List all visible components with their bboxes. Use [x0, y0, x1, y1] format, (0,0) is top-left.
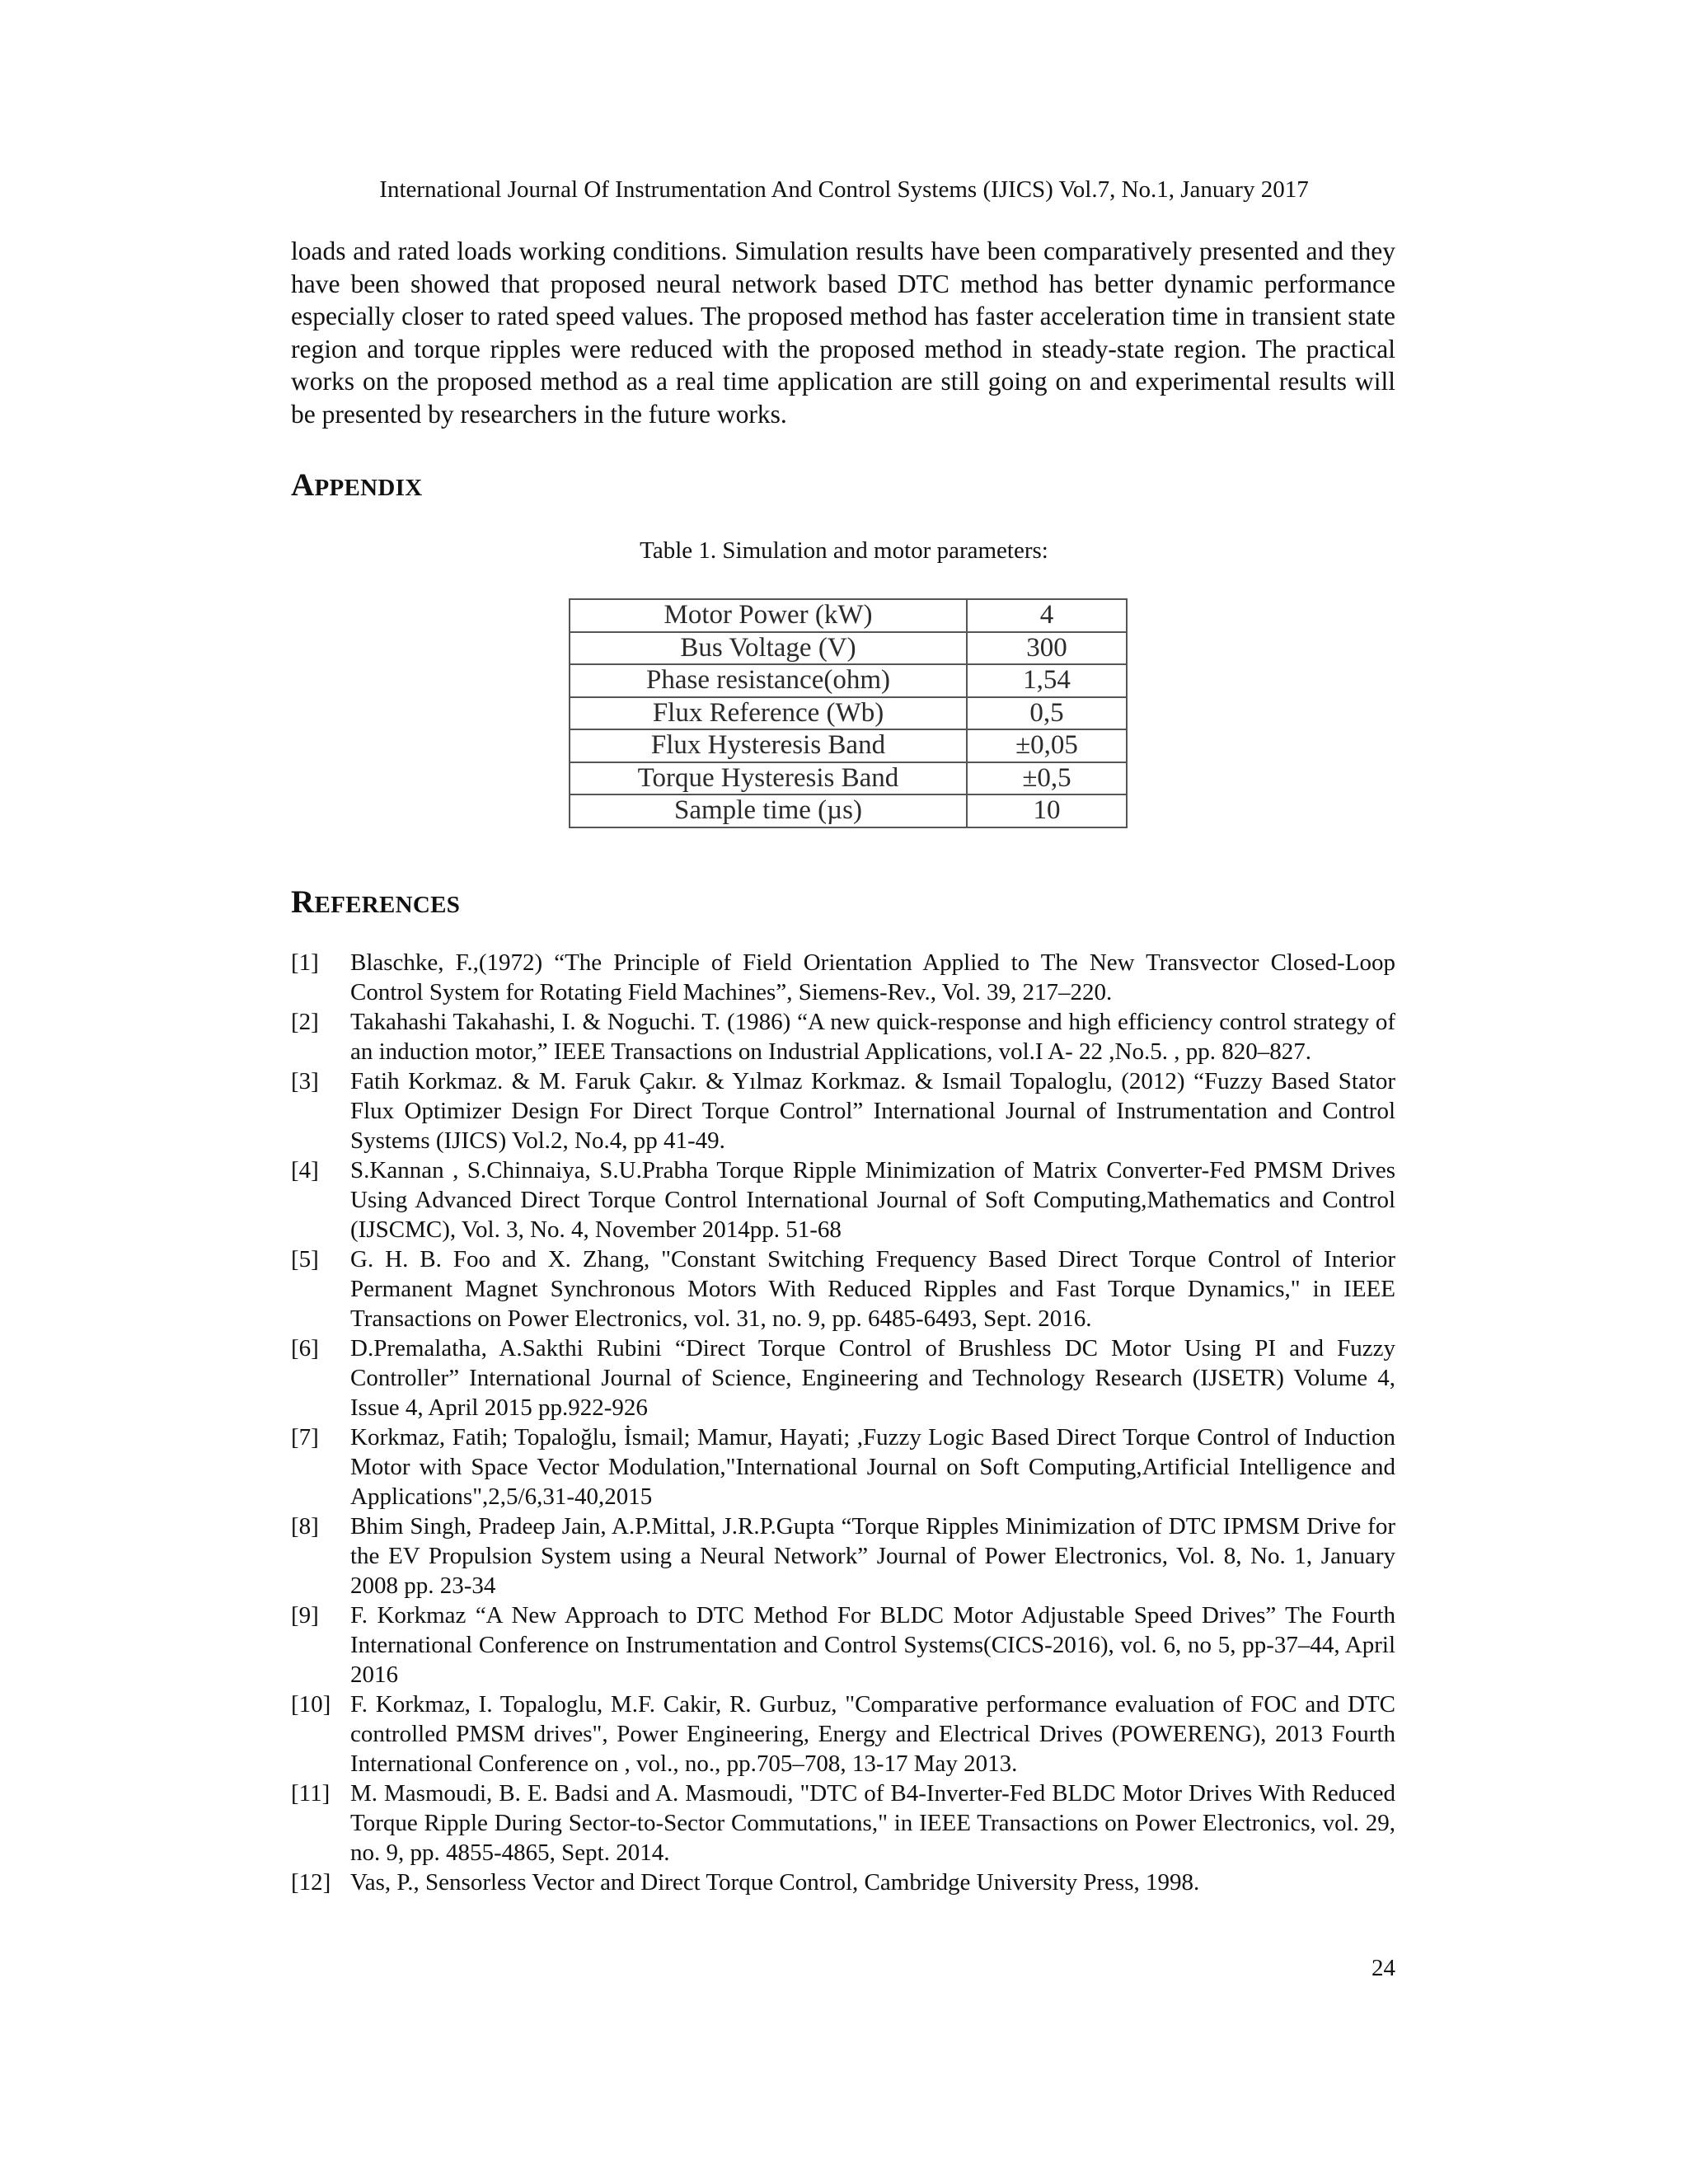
reference-item — [291, 1422, 1395, 1511]
reference-item — [291, 1779, 1395, 1868]
table-row — [570, 632, 1127, 665]
reference-item — [291, 1066, 1395, 1155]
reference-item — [291, 1333, 1395, 1422]
running-header: International Journal Of Instrumentation And Control Systems (IJICS) Vol.7, No.1, January 2017 — [379, 176, 1309, 203]
reference-number: [2] — [291, 1009, 319, 1035]
reference-number: [12] — [291, 1869, 331, 1896]
table-cell-parameter: Flux Reference (Wb) — [570, 697, 967, 730]
table-row — [570, 794, 1127, 827]
table-cell-value: 4 — [967, 599, 1127, 632]
reference-number: [5] — [291, 1246, 319, 1272]
reference-number: [4] — [291, 1157, 319, 1183]
reference-number: [3] — [291, 1068, 319, 1094]
table-row — [570, 664, 1127, 697]
table-cell-parameter: Phase resistance(ohm) — [570, 664, 967, 697]
reference-item — [291, 1690, 1395, 1779]
table-cell-parameter: Sample time (µs) — [570, 794, 967, 827]
reference-text: Takahashi Takahashi, I. & Noguchi. T. (1986) “A new quick-response and high efficiency control strategy of an induction motor,” IEEE Transactions on Industrial Applications, vol.I A- 22 ,No.5. , pp. 820–827. — [350, 1009, 1395, 1065]
table-cell-value: 10 — [967, 794, 1127, 827]
reference-text: G. H. B. Foo and X. Zhang, "Constant Switching Frequency Based Direct Torque Control of Interior Permanent Magnet Synchronous Motors With Reduced Ripples and Fast Torque Dynamics," in IEEE Transactions on Power Electronics, vol. 31, no. 9, pp. 6485-6493, Sept. 2016. — [350, 1246, 1395, 1332]
reference-text: Bhim Singh, Pradeep Jain, A.P.Mittal, J.R.P.Gupta “Torque Ripples Minimization of DTC IPMSM Drive for the EV Propulsion System using a Neural Network” Journal of Power Electronics, Vol. 8, No. 1, January 2008 pp. 23-34 — [350, 1513, 1395, 1599]
reference-item — [291, 948, 1395, 1007]
table-row — [570, 697, 1127, 730]
references-list — [291, 948, 1395, 1897]
reference-text: F. Korkmaz “A New Approach to DTC Method For BLDC Motor Adjustable Speed Drives” The Fourth International Conference on Instrumentation and Control Systems(CICS-2016), vol. 6, no 5, pp-37–44, April 2016 — [350, 1602, 1395, 1688]
reference-number: [11] — [291, 1780, 331, 1807]
table-cell-parameter: Flux Hysteresis Band — [570, 729, 967, 762]
table-cell-value: 1,54 — [967, 664, 1127, 697]
table-cell-value: 300 — [967, 632, 1127, 665]
table-cell-value: 0,5 — [967, 697, 1127, 730]
reference-text: M. Masmoudi, B. E. Badsi and A. Masmoudi, "DTC of B4-Inverter-Fed BLDC Motor Drives With Reduced Torque Ripple During Sector-to-Sector Commutations," in IEEE Transactions on Power Electronics, vol. 29, no. 9, pp. 4855-4865, Sept. 2014. — [350, 1780, 1395, 1866]
reference-text: Korkmaz, Fatih; Topaloğlu, İsmail; Mamur, Hayati; ,Fuzzy Logic Based Direct Torque Control of Induction Motor with Space Vector Modulation,"International Journal on Soft Computing,Artificial Intelligence and Applications",2,5/6,31-40,2015 — [350, 1424, 1395, 1510]
reference-text: D.Premalatha, A.Sakthi Rubini “Direct Torque Control of Brushless DC Motor Using PI and Fuzzy Controller” International Journal of Science, Engineering and Technology Research (IJSETR) Volume 4, Issue 4, April 2015 pp.922-926 — [350, 1335, 1395, 1421]
references-heading-rest: EFERENCES — [314, 892, 461, 918]
appendix-heading-initial: A — [291, 467, 315, 503]
table-caption: Table 1. Simulation and motor parameters: — [640, 537, 1048, 564]
references-heading-initial: R — [291, 884, 315, 920]
reference-number: [7] — [291, 1424, 319, 1451]
reference-item — [291, 1511, 1395, 1601]
reference-number: [8] — [291, 1513, 319, 1540]
table-cell-value: ±0,5 — [967, 762, 1127, 795]
table-cell-value: ±0,05 — [967, 729, 1127, 762]
reference-number: [9] — [291, 1602, 319, 1629]
reference-item — [291, 1244, 1395, 1333]
references-heading — [291, 883, 460, 924]
reference-text: Fatih Korkmaz. & M. Faruk Çakır. & Yılmaz Korkmaz. & Ismail Topaloglu, (2012) “Fuzzy Based Stator Flux Optimizer Design For Direct Torque Control” International Journal of Instrumentation and Control Systems (IJICS) Vol.2, No.4, pp 41-49. — [350, 1068, 1395, 1154]
table-row — [570, 762, 1127, 795]
reference-text: S.Kannan , S.Chinnaiya, S.U.Prabha Torque Ripple Minimization of Matrix Converter-Fed PMSM Drives Using Advanced Direct Torque Control International Journal of Soft Computing,Mathematics and Control (IJSCMC), Vol. 3, No. 4, November 2014pp. 51-68 — [350, 1157, 1395, 1243]
conclusion-paragraph: loads and rated loads working conditions. Simulation results have been comparatively presented and they have been showed that proposed neural network based DTC method has better dynamic performance especially closer to rated speed values. The proposed method has faster acceleration time in transient state region and torque ripples were reduced with the proposed method in steady-state region. The practical works on the proposed method as a real time application are still going on and experimental results will be presented by researchers in the future works. — [291, 237, 1395, 429]
table-cell-parameter: Torque Hysteresis Band — [570, 762, 967, 795]
appendix-heading — [291, 466, 422, 507]
appendix-heading-rest: PPENDIX — [314, 475, 423, 501]
reference-item — [291, 1868, 1395, 1897]
reference-item — [291, 1007, 1395, 1066]
parameters-table — [569, 598, 1128, 828]
table-cell-parameter: Motor Power (kW) — [570, 599, 967, 632]
page-number: 24 — [1372, 1955, 1395, 1981]
reference-number: [1] — [291, 949, 319, 976]
reference-text: F. Korkmaz, I. Topaloglu, M.F. Cakir, R. Gurbuz, "Comparative performance evaluation of FOC and DTC controlled PMSM drives", Power Engineering, Energy and Electrical Drives (POWERENG), 2013 Fourth International Conference on , vol., no., pp.705–708, 13-17 May 2013. — [350, 1691, 1395, 1777]
reference-item — [291, 1601, 1395, 1690]
table-cell-parameter: Bus Voltage (V) — [570, 632, 967, 665]
reference-text: Vas, P., Sensorless Vector and Direct Torque Control, Cambridge University Press, 1998. — [350, 1869, 1200, 1896]
reference-number: [10] — [291, 1691, 331, 1718]
reference-item — [291, 1155, 1395, 1244]
reference-text: Blaschke, F.,(1972) “The Principle of Field Orientation Applied to The New Transvector Closed-Loop Control System for Rotating Field Machines”, Siemens-Rev., Vol. 39, 217–220. — [350, 949, 1395, 1005]
reference-number: [6] — [291, 1335, 319, 1361]
table-row — [570, 599, 1127, 632]
table-row — [570, 729, 1127, 762]
